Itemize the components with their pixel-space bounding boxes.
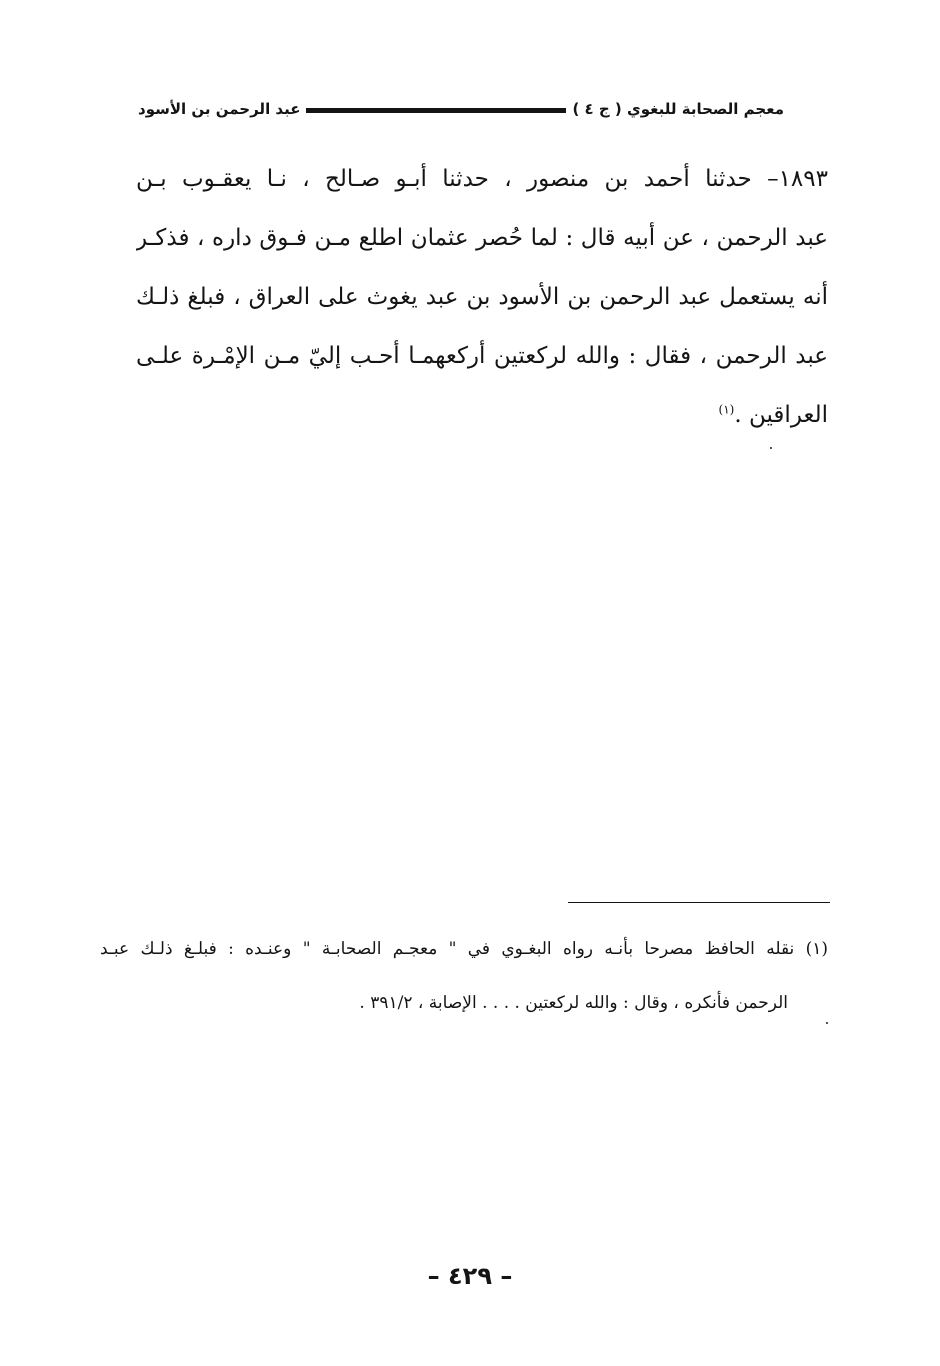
body-line-3: أنه يستعمل عبد الرحمن بن الأسود بن عبد يغوث على العراق ، فبلغ ذلـك <box>136 284 828 310</box>
footnote-reference[interactable]: (١) <box>718 402 735 417</box>
scan-speck <box>770 447 772 449</box>
footnote <box>100 922 828 1030</box>
header-section-title: عبد الرحمن بن الأسود <box>138 100 301 118</box>
hadith-text <box>136 150 828 445</box>
body-line-5-text: العراقين . <box>734 402 828 428</box>
body-line-2: عبد الرحمن ، عن أبيه قال : لما حُصر عثمان اطلع مـن فـوق داره ، فذكـر <box>136 225 828 251</box>
page-number: – ٤٢٩ – <box>427 1262 513 1290</box>
body-line-4: عبد الرحمن ، فقال : والله لركعتين أركعهمـا أحـب إليّ مـن الإمْـرة علـى <box>136 343 828 369</box>
footnote-line-2: الرحمن فأنكره ، وقال : والله لركعتين . . . . الإصابة ، ٣٩١/٢ . <box>359 993 788 1013</box>
header-book-title: معجم الصحابة للبغوي ( ج ٤ ) <box>572 100 784 118</box>
header-rule <box>306 108 566 113</box>
body-line-1: ١٨٩٣– حدثنا أحمد بن منصور ، حدثنا أبـو صـالح ، نـا يعقـوب بـن <box>136 166 828 192</box>
body-line-5 <box>136 386 828 445</box>
running-header <box>138 94 784 124</box>
footnote-line-1: (١) نقله الحافظ مصرحا بأنـه رواه البغـوي في " معجـم الصحابـة " وعنـده : فبلـغ ذلـك عبـد <box>100 939 828 959</box>
footnote-separator <box>568 902 830 903</box>
